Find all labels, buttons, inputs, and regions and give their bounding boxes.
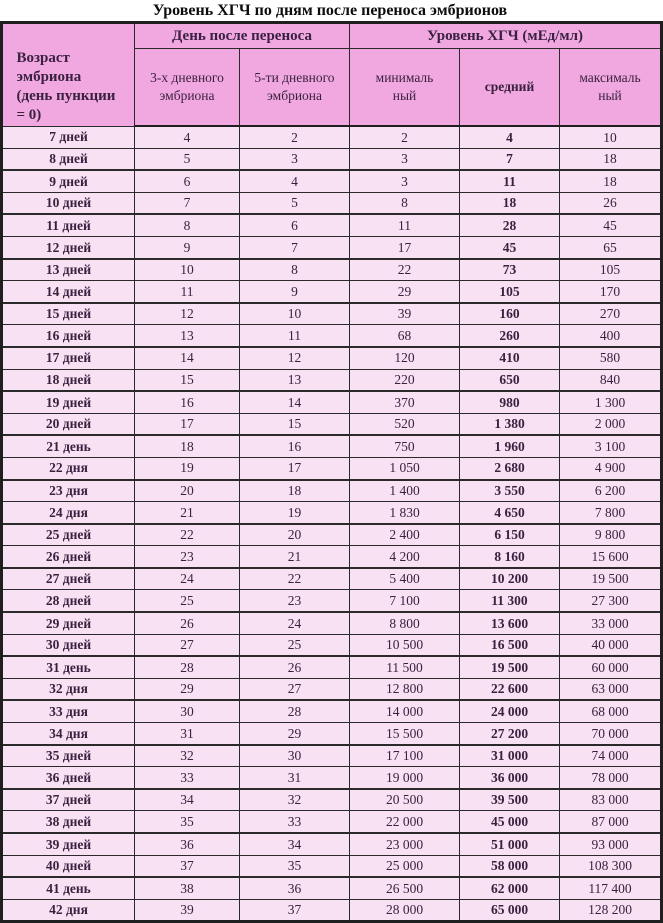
- avg-cell: 51 000: [460, 833, 560, 855]
- max-cell: 580: [560, 347, 662, 369]
- day3-cell: 9: [135, 236, 240, 258]
- day5-cell: 14: [240, 391, 350, 413]
- age-cell: 9 дней: [2, 170, 135, 192]
- max-cell: 170: [560, 281, 662, 303]
- avg-cell: 650: [460, 369, 560, 391]
- day3-cell: 21: [135, 502, 240, 524]
- day5-cell: 29: [240, 723, 350, 745]
- table-row: [2, 723, 662, 745]
- day3-cell: 14: [135, 347, 240, 369]
- day3-cell: 15: [135, 369, 240, 391]
- corner-header-embryo-age: [2, 23, 135, 127]
- avg-cell: 4: [460, 126, 560, 148]
- min-cell: 7 100: [350, 590, 460, 612]
- table-body: [2, 126, 662, 922]
- min-cell: 15 500: [350, 723, 460, 745]
- corner-header-label: Возраст эмбриона (день пункции = 0): [16, 49, 116, 124]
- day5-cell: 21: [240, 546, 350, 568]
- table-row: [2, 524, 662, 546]
- max-cell: 18: [560, 148, 662, 170]
- min-cell: 39: [350, 303, 460, 325]
- max-cell: 68 000: [560, 700, 662, 722]
- max-cell: 270: [560, 303, 662, 325]
- day5-cell: 28: [240, 700, 350, 722]
- day3-cell: 35: [135, 811, 240, 833]
- min-cell: 17: [350, 236, 460, 258]
- group-header-row: [2, 23, 662, 49]
- avg-cell: 28: [460, 214, 560, 236]
- day5-cell: 32: [240, 789, 350, 811]
- age-cell: 41 день: [2, 877, 135, 899]
- avg-cell: 410: [460, 347, 560, 369]
- day5-cell: 30: [240, 745, 350, 767]
- max-cell: 1 300: [560, 391, 662, 413]
- min-cell: 17 100: [350, 745, 460, 767]
- avg-cell: 27 200: [460, 723, 560, 745]
- day3-cell: 8: [135, 214, 240, 236]
- day3-cell: 16: [135, 391, 240, 413]
- day3-cell: 33: [135, 767, 240, 789]
- page-title: Уровень ХГЧ по дням после переноса эмбрионов: [152, 2, 508, 19]
- day5-cell: 37: [240, 899, 350, 922]
- min-cell: 4 200: [350, 546, 460, 568]
- min-cell: 19 000: [350, 767, 460, 789]
- min-cell: 2: [350, 126, 460, 148]
- table-row: [2, 281, 662, 303]
- day5-cell: 20: [240, 524, 350, 546]
- day3-cell: 34: [135, 789, 240, 811]
- day3-cell: 39: [135, 899, 240, 922]
- table-row: [2, 347, 662, 369]
- table-row: [2, 413, 662, 435]
- age-cell: 36 дней: [2, 767, 135, 789]
- min-cell: 1 050: [350, 457, 460, 479]
- max-cell: 108 300: [560, 855, 662, 877]
- table-header: [2, 23, 662, 127]
- day3-cell: 32: [135, 745, 240, 767]
- min-cell: 3: [350, 148, 460, 170]
- max-cell: 10: [560, 126, 662, 148]
- avg-cell: 160: [460, 303, 560, 325]
- group-header-hcg-level: Уровень ХГЧ (мЕд/мл): [350, 23, 662, 49]
- age-cell: 21 день: [2, 435, 135, 457]
- sub-header-maximum: [560, 49, 662, 127]
- max-cell: 840: [560, 369, 662, 391]
- day5-cell: 4: [240, 170, 350, 192]
- avg-cell: 1 960: [460, 435, 560, 457]
- table-row: [2, 656, 662, 678]
- sub-header-day3-label: 3-х дневного эмбриона: [150, 69, 224, 103]
- age-cell: 26 дней: [2, 546, 135, 568]
- max-cell: 63 000: [560, 678, 662, 700]
- day3-cell: 7: [135, 192, 240, 214]
- age-cell: 11 дней: [2, 214, 135, 236]
- table-row: [2, 612, 662, 634]
- day5-cell: 12: [240, 347, 350, 369]
- min-cell: 5 400: [350, 568, 460, 590]
- age-cell: 30 дней: [2, 634, 135, 656]
- day5-cell: 26: [240, 656, 350, 678]
- min-cell: 370: [350, 391, 460, 413]
- avg-cell: 18: [460, 192, 560, 214]
- max-cell: 6 200: [560, 480, 662, 502]
- min-cell: 28 000: [350, 899, 460, 922]
- hcg-table: [0, 21, 663, 923]
- max-cell: 3 100: [560, 435, 662, 457]
- day5-cell: 16: [240, 435, 350, 457]
- sub-header-minimum-label: минимальный: [375, 69, 434, 103]
- min-cell: 22: [350, 259, 460, 281]
- sub-header-maximum-label: максимальный: [579, 69, 641, 103]
- day5-cell: 15: [240, 413, 350, 435]
- avg-cell: 4 650: [460, 502, 560, 524]
- max-cell: 4 900: [560, 457, 662, 479]
- min-cell: 23 000: [350, 833, 460, 855]
- table-row: [2, 148, 662, 170]
- age-cell: 15 дней: [2, 303, 135, 325]
- sub-header-day5-embryo: [240, 49, 350, 127]
- day5-cell: 22: [240, 568, 350, 590]
- day3-cell: 17: [135, 413, 240, 435]
- avg-cell: 260: [460, 325, 560, 347]
- min-cell: 20 500: [350, 789, 460, 811]
- sub-header-day5-label: 5-ти дневного эмбриона: [254, 69, 335, 103]
- table-row: [2, 259, 662, 281]
- table-row: [2, 877, 662, 899]
- day3-cell: 26: [135, 612, 240, 634]
- avg-cell: 39 500: [460, 789, 560, 811]
- day5-cell: 5: [240, 192, 350, 214]
- table-row: [2, 767, 662, 789]
- sub-header-day3-embryo: [135, 49, 240, 127]
- min-cell: 29: [350, 281, 460, 303]
- day5-cell: 11: [240, 325, 350, 347]
- max-cell: 65: [560, 236, 662, 258]
- day3-cell: 28: [135, 656, 240, 678]
- min-cell: 1 830: [350, 502, 460, 524]
- table-row: [2, 480, 662, 502]
- day3-cell: 22: [135, 524, 240, 546]
- avg-cell: 22 600: [460, 678, 560, 700]
- table-row: [2, 634, 662, 656]
- day5-cell: 6: [240, 214, 350, 236]
- age-cell: 27 дней: [2, 568, 135, 590]
- day5-cell: 18: [240, 480, 350, 502]
- age-cell: 20 дней: [2, 413, 135, 435]
- age-cell: 23 дня: [2, 480, 135, 502]
- age-cell: 19 дней: [2, 391, 135, 413]
- max-cell: 40 000: [560, 634, 662, 656]
- max-cell: 70 000: [560, 723, 662, 745]
- avg-cell: 105: [460, 281, 560, 303]
- day5-cell: 34: [240, 833, 350, 855]
- day3-cell: 11: [135, 281, 240, 303]
- day3-cell: 20: [135, 480, 240, 502]
- avg-cell: 45: [460, 236, 560, 258]
- min-cell: 750: [350, 435, 460, 457]
- avg-cell: 73: [460, 259, 560, 281]
- age-cell: 8 дней: [2, 148, 135, 170]
- table-row: [2, 833, 662, 855]
- day5-cell: 25: [240, 634, 350, 656]
- table-row: [2, 369, 662, 391]
- day3-cell: 30: [135, 700, 240, 722]
- avg-cell: 8 160: [460, 546, 560, 568]
- day5-cell: 9: [240, 281, 350, 303]
- min-cell: 11: [350, 214, 460, 236]
- day3-cell: 29: [135, 678, 240, 700]
- avg-cell: 11: [460, 170, 560, 192]
- table-row: [2, 546, 662, 568]
- avg-cell: 19 500: [460, 656, 560, 678]
- min-cell: 520: [350, 413, 460, 435]
- avg-cell: 24 000: [460, 700, 560, 722]
- day3-cell: 31: [135, 723, 240, 745]
- max-cell: 60 000: [560, 656, 662, 678]
- age-cell: 7 дней: [2, 126, 135, 148]
- sub-header-average: [460, 49, 560, 127]
- table-row: [2, 568, 662, 590]
- age-cell: 34 дня: [2, 723, 135, 745]
- avg-cell: 1 380: [460, 413, 560, 435]
- max-cell: 27 300: [560, 590, 662, 612]
- age-cell: 12 дней: [2, 236, 135, 258]
- age-cell: 40 дней: [2, 855, 135, 877]
- min-cell: 220: [350, 369, 460, 391]
- min-cell: 3: [350, 170, 460, 192]
- max-cell: 45: [560, 214, 662, 236]
- day5-cell: 13: [240, 369, 350, 391]
- age-cell: 37 дней: [2, 789, 135, 811]
- day5-cell: 23: [240, 590, 350, 612]
- min-cell: 12 800: [350, 678, 460, 700]
- age-cell: 14 дней: [2, 281, 135, 303]
- day3-cell: 19: [135, 457, 240, 479]
- max-cell: 83 000: [560, 789, 662, 811]
- age-cell: 42 дня: [2, 899, 135, 922]
- day5-cell: 17: [240, 457, 350, 479]
- avg-cell: 13 600: [460, 612, 560, 634]
- avg-cell: 58 000: [460, 855, 560, 877]
- table-row: [2, 855, 662, 877]
- day5-cell: 36: [240, 877, 350, 899]
- age-cell: 10 дней: [2, 192, 135, 214]
- table-row: [2, 236, 662, 258]
- age-cell: 39 дней: [2, 833, 135, 855]
- min-cell: 1 400: [350, 480, 460, 502]
- age-cell: 28 дней: [2, 590, 135, 612]
- day3-cell: 18: [135, 435, 240, 457]
- age-cell: 24 дня: [2, 502, 135, 524]
- age-cell: 25 дней: [2, 524, 135, 546]
- avg-cell: 6 150: [460, 524, 560, 546]
- table-row: [2, 391, 662, 413]
- day5-cell: 35: [240, 855, 350, 877]
- min-cell: 8: [350, 192, 460, 214]
- day5-cell: 3: [240, 148, 350, 170]
- avg-cell: 7: [460, 148, 560, 170]
- table-row: [2, 590, 662, 612]
- min-cell: 22 000: [350, 811, 460, 833]
- avg-cell: 11 300: [460, 590, 560, 612]
- table-row: [2, 678, 662, 700]
- table-row: [2, 899, 662, 922]
- max-cell: 26: [560, 192, 662, 214]
- max-cell: 15 600: [560, 546, 662, 568]
- day5-cell: 10: [240, 303, 350, 325]
- day5-cell: 2: [240, 126, 350, 148]
- max-cell: 9 800: [560, 524, 662, 546]
- table-row: [2, 325, 662, 347]
- age-cell: 33 дня: [2, 700, 135, 722]
- max-cell: 18: [560, 170, 662, 192]
- day3-cell: 37: [135, 855, 240, 877]
- age-cell: 16 дней: [2, 325, 135, 347]
- day5-cell: 19: [240, 502, 350, 524]
- avg-cell: 10 200: [460, 568, 560, 590]
- avg-cell: 31 000: [460, 745, 560, 767]
- table-row: [2, 170, 662, 192]
- max-cell: 78 000: [560, 767, 662, 789]
- day5-cell: 27: [240, 678, 350, 700]
- max-cell: 93 000: [560, 833, 662, 855]
- avg-cell: 36 000: [460, 767, 560, 789]
- day3-cell: 25: [135, 590, 240, 612]
- avg-cell: 3 550: [460, 480, 560, 502]
- age-cell: 29 дней: [2, 612, 135, 634]
- max-cell: 128 200: [560, 899, 662, 922]
- max-cell: 400: [560, 325, 662, 347]
- day5-cell: 31: [240, 767, 350, 789]
- table-row: [2, 303, 662, 325]
- max-cell: 2 000: [560, 413, 662, 435]
- min-cell: 68: [350, 325, 460, 347]
- min-cell: 14 000: [350, 700, 460, 722]
- day5-cell: 33: [240, 811, 350, 833]
- table-row: [2, 457, 662, 479]
- min-cell: 11 500: [350, 656, 460, 678]
- age-cell: 38 дней: [2, 811, 135, 833]
- table-row: [2, 192, 662, 214]
- table-row: [2, 214, 662, 236]
- max-cell: 117 400: [560, 877, 662, 899]
- age-cell: 32 дня: [2, 678, 135, 700]
- sub-header-average-label: средний: [484, 78, 535, 94]
- age-cell: 22 дня: [2, 457, 135, 479]
- day3-cell: 23: [135, 546, 240, 568]
- age-cell: 17 дней: [2, 347, 135, 369]
- day3-cell: 38: [135, 877, 240, 899]
- avg-cell: 62 000: [460, 877, 560, 899]
- avg-cell: 2 680: [460, 457, 560, 479]
- day5-cell: 7: [240, 236, 350, 258]
- min-cell: 25 000: [350, 855, 460, 877]
- min-cell: 10 500: [350, 634, 460, 656]
- min-cell: 120: [350, 347, 460, 369]
- max-cell: 19 500: [560, 568, 662, 590]
- day5-cell: 8: [240, 259, 350, 281]
- max-cell: 87 000: [560, 811, 662, 833]
- table-row: [2, 789, 662, 811]
- day3-cell: 12: [135, 303, 240, 325]
- day3-cell: 6: [135, 170, 240, 192]
- table-row: [2, 745, 662, 767]
- age-cell: 31 день: [2, 656, 135, 678]
- max-cell: 33 000: [560, 612, 662, 634]
- max-cell: 105: [560, 259, 662, 281]
- age-cell: 35 дней: [2, 745, 135, 767]
- max-cell: 7 800: [560, 502, 662, 524]
- group-header-day-after-transfer: День после переноса: [135, 23, 350, 49]
- max-cell: 74 000: [560, 745, 662, 767]
- table-row: [2, 811, 662, 833]
- day3-cell: 27: [135, 634, 240, 656]
- day3-cell: 5: [135, 148, 240, 170]
- age-cell: 13 дней: [2, 259, 135, 281]
- table-row: [2, 435, 662, 457]
- avg-cell: 45 000: [460, 811, 560, 833]
- day3-cell: 10: [135, 259, 240, 281]
- table-row: [2, 502, 662, 524]
- day3-cell: 13: [135, 325, 240, 347]
- avg-cell: 16 500: [460, 634, 560, 656]
- age-cell: 18 дней: [2, 369, 135, 391]
- min-cell: 2 400: [350, 524, 460, 546]
- min-cell: 8 800: [350, 612, 460, 634]
- day3-cell: 36: [135, 833, 240, 855]
- day3-cell: 4: [135, 126, 240, 148]
- table-row: [2, 700, 662, 722]
- avg-cell: 980: [460, 391, 560, 413]
- min-cell: 26 500: [350, 877, 460, 899]
- day5-cell: 24: [240, 612, 350, 634]
- avg-cell: 65 000: [460, 899, 560, 922]
- day3-cell: 24: [135, 568, 240, 590]
- sub-header-minimum: [350, 49, 460, 127]
- table-row: [2, 126, 662, 148]
